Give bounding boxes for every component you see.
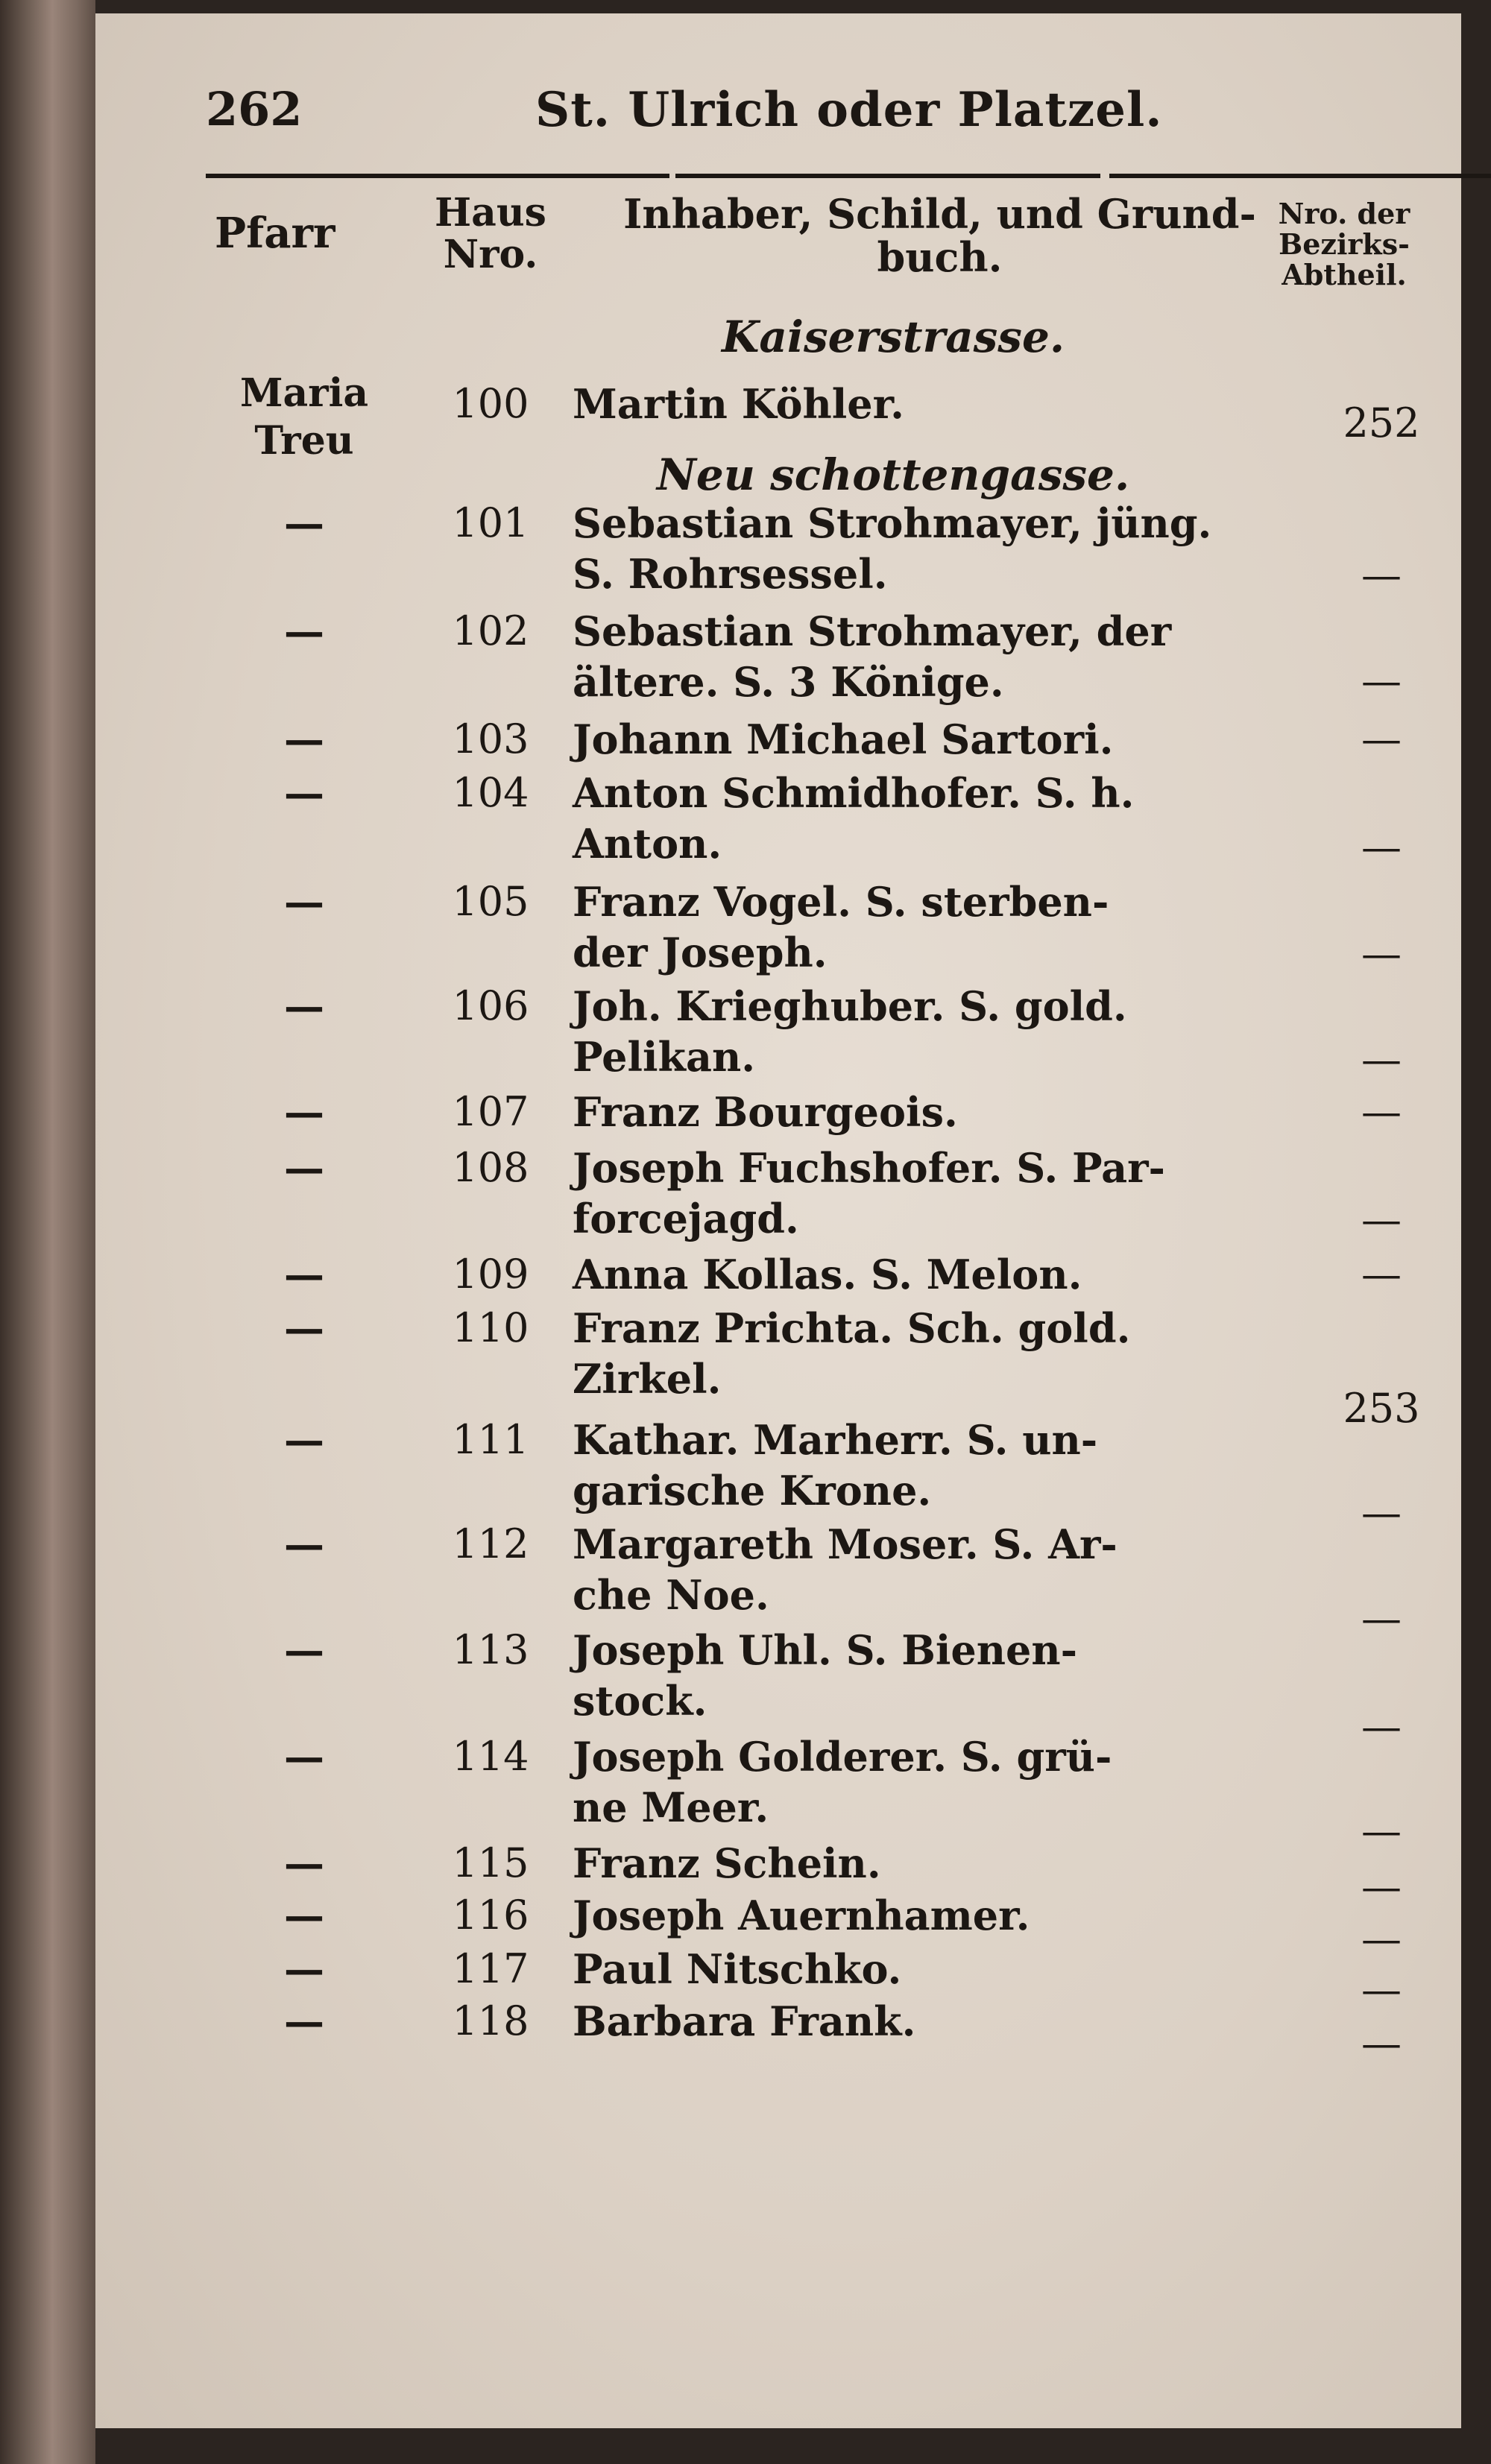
header-rule: [675, 174, 1100, 178]
table-cell-nr: 112: [452, 1520, 529, 1567]
table-cell-nr: 117: [452, 1945, 529, 1992]
table-cell-nr: 118: [452, 1997, 529, 2044]
table-cell-bezirk: —: [1361, 1088, 1402, 1135]
column-header-haus-nro: Haus Nro.: [435, 190, 546, 278]
table-cell-pfarr: —: [284, 1839, 324, 1887]
street-heading: Neu schottengasse.: [656, 449, 1130, 500]
table-cell-bezirk: —: [1361, 552, 1402, 598]
table-cell-pfarr: —: [284, 1416, 324, 1464]
table-cell-inhaber: Anna Kollas. S. Melon.: [573, 1251, 1082, 1298]
table-cell-pfarr: —: [284, 1733, 324, 1781]
table-cell-pfarr: —: [284, 1520, 324, 1568]
table-cell-inhaber: Johann Michael Sartori.: [573, 715, 1114, 763]
table-cell-pfarr: —: [284, 878, 324, 926]
table-cell-pfarr: —: [284, 1945, 324, 1993]
table-cell-inhaber: Sebastian Strohmayer, der ältere. S. 3 Könige.: [573, 607, 1172, 706]
page-number: 262: [206, 82, 303, 136]
table-cell-nr: 116: [452, 1892, 529, 1939]
table-cell-pfarr: —: [284, 499, 324, 547]
table-cell-bezirk: —: [1361, 1966, 1402, 2013]
header-rule: [1109, 174, 1491, 178]
table-cell-bezirk: —: [1361, 657, 1402, 704]
table-cell-pfarr: —: [284, 769, 324, 817]
table-cell-inhaber: Joseph Fuchshofer. S. Par- forcejagd.: [573, 1144, 1165, 1242]
table-cell-inhaber: Franz Bourgeois.: [573, 1088, 958, 1136]
running-head: St. Ulrich oder Platzel.: [535, 82, 1163, 138]
table-cell-inhaber: Joh. Krieghuber. S. gold. Pelikan.: [573, 982, 1127, 1081]
book-spine-edge: [0, 0, 95, 2464]
table-cell-bezirk: —: [1361, 715, 1402, 762]
table-cell-inhaber: Franz Schein.: [573, 1839, 881, 1887]
table-cell-pfarr: —: [284, 1626, 324, 1674]
table-cell-nr: 108: [452, 1144, 529, 1191]
column-header-pfarr: Pfarr: [215, 209, 335, 258]
table-cell-inhaber: Kathar. Marherr. S. un- garische Krone.: [573, 1416, 1098, 1514]
table-cell-pfarr: —: [284, 607, 324, 655]
table-cell-pfarr: Maria Treu: [239, 370, 369, 464]
table-cell-bezirk: —: [1361, 1863, 1402, 1910]
table-cell-bezirk: —: [1361, 1489, 1402, 1536]
table-cell-nr: 101: [452, 499, 529, 546]
table-cell-bezirk: —: [1361, 1915, 1402, 1962]
table-cell-inhaber: Joseph Uhl. S. Bienen- stock.: [573, 1626, 1078, 1725]
table-cell-inhaber: Franz Vogel. S. sterben- der Joseph.: [573, 878, 1109, 976]
table-cell-bezirk: —: [1361, 1595, 1402, 1642]
table-cell-pfarr: —: [284, 1997, 324, 2045]
table-cell-nr: 103: [452, 715, 529, 762]
table-cell-bezirk: —: [1361, 1251, 1402, 1298]
header-rule: [206, 174, 669, 178]
table-cell-nr: 106: [452, 982, 529, 1029]
table-cell-bezirk: —: [1361, 1807, 1402, 1854]
street-heading: Kaiserstrasse.: [721, 312, 1065, 362]
table-cell-inhaber: Joseph Auernhamer.: [573, 1892, 1030, 1939]
table-cell-nr: 114: [452, 1733, 529, 1780]
table-cell-inhaber: Barbara Frank.: [573, 1997, 916, 2045]
book-page: [95, 13, 1461, 2428]
table-cell-inhaber: Martin Köhler.: [573, 380, 904, 428]
table-cell-nr: 100: [452, 380, 529, 427]
table-cell-pfarr: —: [284, 1144, 324, 1192]
table-cell-pfarr: —: [284, 1892, 324, 1939]
table-cell-pfarr: —: [284, 982, 324, 1030]
table-cell-bezirk: —: [1361, 1036, 1402, 1083]
table-cell-pfarr: —: [284, 1088, 324, 1136]
table-cell-nr: 110: [452, 1304, 529, 1351]
table-cell-inhaber: Sebastian Strohmayer, jüng. S. Rohrsessel.: [573, 499, 1212, 598]
table-cell-nr: 102: [452, 607, 529, 654]
table-cell-inhaber: Franz Prichta. Sch. gold. Zirkel.: [573, 1304, 1131, 1403]
column-header-inhaber: Inhaber, Schild, und Grund- buch.: [623, 190, 1256, 282]
table-cell-inhaber: Margareth Moser. S. Ar- che Noe.: [573, 1520, 1118, 1619]
table-cell-nr: 115: [452, 1839, 529, 1886]
table-cell-nr: 104: [452, 769, 529, 816]
table-cell-bezirk: 253: [1343, 1385, 1420, 1432]
table-cell-nr: 109: [452, 1251, 529, 1298]
table-cell-inhaber: Joseph Golderer. S. grü- ne Meer.: [573, 1733, 1112, 1831]
table-cell-bezirk: —: [1361, 1196, 1402, 1243]
table-cell-bezirk: —: [1361, 1703, 1402, 1750]
table-cell-nr: 105: [452, 878, 529, 925]
table-cell-inhaber: Paul Nitschko.: [573, 1945, 902, 1993]
table-cell-bezirk: —: [1361, 824, 1402, 871]
table-cell-inhaber: Anton Schmidhofer. S. h. Anton.: [573, 769, 1135, 868]
table-cell-pfarr: —: [284, 1304, 324, 1352]
table-cell-nr: 113: [452, 1626, 529, 1673]
table-cell-bezirk: 252: [1343, 399, 1420, 446]
table-cell-nr: 107: [452, 1088, 529, 1135]
table-cell-bezirk: —: [1361, 930, 1402, 977]
table-cell-bezirk: —: [1361, 2020, 1402, 2067]
table-cell-nr: 111: [452, 1416, 529, 1463]
column-header-bezirk: Nro. der Bezirks- Abtheil.: [1278, 197, 1410, 292]
table-cell-pfarr: —: [284, 1251, 324, 1298]
table-cell-pfarr: —: [284, 715, 324, 763]
